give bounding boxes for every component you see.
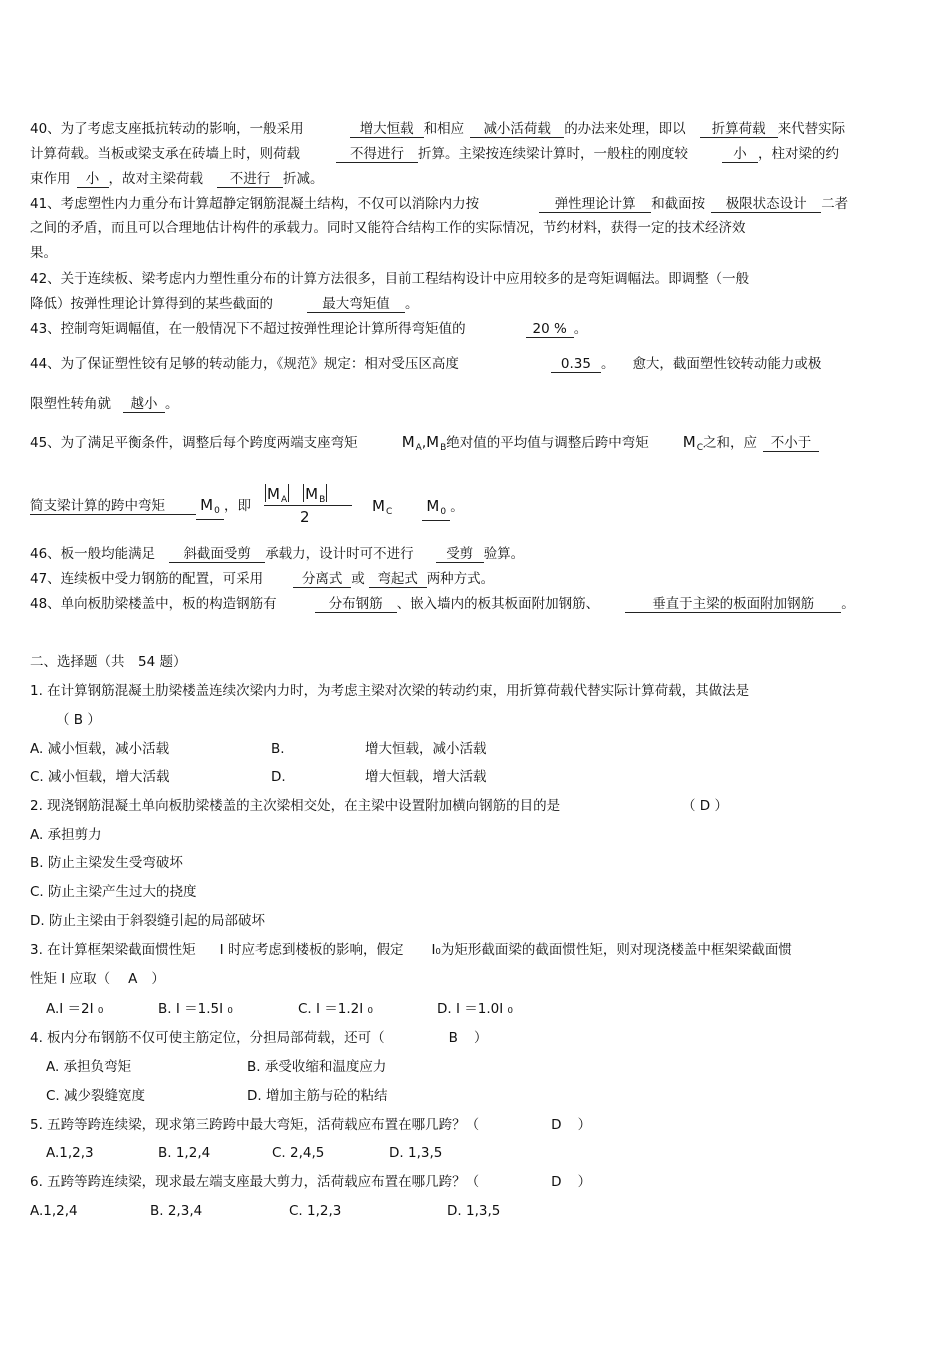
q44-text: 愈大，截面塑性铰转动能力或极 <box>632 356 822 372</box>
option-b: 增大恒载，减小活载 <box>365 741 487 757</box>
option-b: B. 防止主梁发生受弯破坏 <box>30 855 183 871</box>
q45-text: 。 <box>450 499 464 515</box>
q47-text: 47、连续板中受力钢筋的配置，可采用 <box>30 571 264 587</box>
q40-blank-4: 不得进行 <box>336 146 418 163</box>
q45-line-2-tail <box>372 497 464 521</box>
option-c: C. 防止主梁产生过大的挠度 <box>30 884 197 900</box>
q47-blank-1: 分离式 <box>293 571 351 588</box>
option-a: A. 承担剪力 <box>30 827 102 843</box>
question-3-text: ） <box>151 971 165 987</box>
q46-blank-1: 斜截面受剪 <box>169 546 265 563</box>
q40-blank-7: 不进行 <box>217 171 283 188</box>
question-1: 1. 在计算钢筋混凝土肋梁楼盖连续次梁内力时，为考虑主梁对次梁的转动约束，用折算荷载代替实际计算荷载，其做法是 <box>30 683 750 699</box>
option-a: A.1,2,4 <box>30 1203 78 1219</box>
moment-symbol: M <box>305 485 319 503</box>
option-d: D. 增加主筋与砼的粘结 <box>247 1088 388 1104</box>
q45-line-2 <box>30 497 251 520</box>
q41-text: 二者 <box>821 196 849 212</box>
moment-symbol: M <box>200 496 214 514</box>
option-b: B. I ＝1.5I ₀ <box>158 1001 233 1017</box>
q40-text: 的办法来处理，即以 <box>564 121 686 137</box>
q40-text: ，故对主梁荷载 <box>108 171 203 187</box>
abs-bar <box>265 484 266 502</box>
q40-text: 折算。主梁按连续梁计算时，一般柱的刚度较 <box>418 146 688 162</box>
moment-symbol: M <box>267 485 280 503</box>
question-6-text: 6. 五跨等跨连续梁，现求最左端支座最大剪力，活荷载应布置在哪几跨？（ <box>30 1174 480 1190</box>
question-3-text: 性矩 I 应取（ <box>30 971 111 987</box>
q40-blank-1: 增大恒载 <box>350 121 424 138</box>
q44-text: 限塑性转角就 <box>30 396 111 412</box>
q40-line-3 <box>30 170 324 188</box>
q47-text: 两种方式。 <box>426 571 495 587</box>
question-2: 2. 现浇钢筋混凝土单向板肋梁楼盖的主次梁相交处，在主梁中设置附加横向钢筋的目的是 <box>30 798 561 814</box>
question-3-line-2 <box>30 970 165 988</box>
q45-text: 之和，应 <box>703 435 757 451</box>
q42-line-1: 42、关于连续板、梁考虑内力塑性重分布的计算方法很多，目前工程结构设计中应用较多的是弯矩调幅法。即调整（一般 <box>30 271 750 287</box>
fraction-bar <box>264 505 352 506</box>
q41-text: 和截面按 <box>651 196 706 212</box>
option-d: D. 防止主梁由于斜裂缝引起的局部破坏 <box>30 913 265 929</box>
q40-text: 来代替实际 <box>777 121 846 137</box>
q40-line-1 <box>30 120 845 138</box>
q48-line <box>30 595 855 613</box>
q40-text: 折减。 <box>283 171 324 187</box>
q44-blank-2: 越小 <box>123 396 165 413</box>
q46-text: 46、板一般均能满足 <box>30 546 156 562</box>
q44-blank-1: 0.35 <box>551 356 601 373</box>
q43-text: 。 <box>573 321 588 337</box>
q45-text: 45、为了满足平衡条件，调整后每个跨度两端支座弯矩 <box>30 435 358 451</box>
moment-symbol: M <box>401 433 415 451</box>
option-a: A.I ＝2I ₀ <box>46 1001 104 1017</box>
question-3-text: 3. 在计算框架梁截面惯性矩 <box>30 942 196 958</box>
option-a: A. 承担负弯矩 <box>46 1059 132 1075</box>
option-c: C. 减小恒载，增大活载 <box>30 769 170 785</box>
option-a: A. 减小恒载，减小活载 <box>30 741 170 757</box>
subscript: C <box>385 507 393 517</box>
fraction-denominator: 2 <box>300 508 310 526</box>
q45-text: , <box>421 435 427 451</box>
q45-blank-4 <box>422 498 450 521</box>
subscript: 0 <box>214 506 220 516</box>
q45-text: 绝对值的平均值与调整后跨中弯矩 <box>446 435 649 451</box>
option-d: 增大恒载，增大活载 <box>365 769 487 785</box>
question-6 <box>30 1173 591 1191</box>
q40-blank-2: 减小活荷载 <box>470 121 564 138</box>
q47-text: 或 <box>351 571 365 587</box>
abs-bar <box>288 484 289 502</box>
question-5-text: 5. 五跨等跨连续梁，现求第三跨跨中最大弯矩，活荷载应布置在哪几跨？（ <box>30 1117 480 1133</box>
moment-symbol: M <box>426 497 440 515</box>
q41-text: 41、考虑塑性内力重分布计算超静定钢筋混凝土结构，不仅可以消除内力按 <box>30 196 480 212</box>
q44-line-1 <box>30 355 821 373</box>
q48-blank-2: 垂直于主梁的板面附加钢筋 <box>625 596 841 613</box>
q43-text: 43、控制弯矩调幅值，在一般情况下不超过按弹性理论计算所得弯矩值的 <box>30 321 466 337</box>
section-heading: 二、选择题（共 54 题） <box>30 654 187 670</box>
fraction-numerator <box>264 484 328 505</box>
abs-bar <box>303 484 304 502</box>
moment-symbol: M <box>682 433 696 451</box>
abs-bar <box>326 484 327 502</box>
option-b: B. 承受收缩和温度应力 <box>247 1059 387 1075</box>
option-a: A.1,2,3 <box>46 1145 94 1161</box>
question-5 <box>30 1116 591 1134</box>
q43-line <box>30 320 587 338</box>
subscript: B <box>319 495 326 505</box>
q48-text: 。 <box>841 596 855 612</box>
option-c: C. I ＝1.2I ₀ <box>298 1001 373 1017</box>
question-2-answer: （ D ） <box>682 798 728 814</box>
q40-text: 和相应 <box>423 121 465 137</box>
question-5-text: ） <box>577 1117 592 1133</box>
q44-text: 。 <box>600 356 615 372</box>
q45-blank-3 <box>196 497 224 520</box>
q40-blank-5: 小 <box>722 146 758 163</box>
q41-blank-2: 极限状态设计 <box>711 196 821 213</box>
q41-line-2: 之间的矛盾，而且可以合理地估计构件的承载力。同时又能符合结构工作的实际情况，节约材料，获得一定的技术经济效 <box>30 220 746 236</box>
q41-line-3: 果。 <box>30 245 57 261</box>
option-c: C. 减少裂缝宽度 <box>46 1088 146 1104</box>
q42-blank-1: 最大弯矩值 <box>307 296 405 313</box>
q44-line-2 <box>30 395 179 413</box>
q43-blank-1: 20 % <box>526 321 574 338</box>
q48-blank-1: 分布钢筋 <box>315 596 397 613</box>
moment-symbol: M <box>426 433 440 451</box>
option-d: D. 1,3,5 <box>389 1145 443 1161</box>
subscript: A <box>415 443 422 453</box>
question-3-text: I 时应考虑到楼板的影响，假定 <box>219 942 404 958</box>
q45-text: ，即 <box>224 498 251 514</box>
option-d-label: D. <box>271 769 286 785</box>
question-5-answer: D <box>551 1117 562 1133</box>
option-b: B. 2,3,4 <box>150 1203 203 1219</box>
q46-line <box>30 545 524 563</box>
q45-blank-2: 简支梁计算的跨中弯矩 <box>30 498 196 515</box>
moment-symbol: M <box>372 497 385 515</box>
q47-blank-2: 弯起式 <box>369 571 427 588</box>
option-d: D. I ＝1.0I ₀ <box>437 1001 513 1017</box>
q46-text: 承载力，设计时可不进行 <box>265 546 414 562</box>
q40-line-2 <box>30 145 839 163</box>
q44-text: 。 <box>165 396 179 412</box>
option-b-label: B. <box>271 741 285 757</box>
q40-text: 40、为了考虑支座抵抗转动的影响，一般采用 <box>30 121 304 137</box>
q41-line-1 <box>30 195 848 213</box>
q40-text: ，柱对梁的约 <box>758 146 839 162</box>
question-4-answer: B <box>448 1030 458 1046</box>
q42-text: 降低）按弹性理论计算得到的某些截面的 <box>30 296 273 312</box>
q46-blank-2: 受剪 <box>436 546 484 563</box>
subscript: B <box>440 443 447 453</box>
subscript: 0 <box>440 507 447 517</box>
option-b: B. 1,2,4 <box>158 1145 211 1161</box>
q40-blank-6: 小 <box>77 171 109 188</box>
subscript: C <box>696 443 703 453</box>
question-1-answer: （ B ） <box>56 712 101 728</box>
average-fraction <box>264 484 356 530</box>
question-4-text: ） <box>473 1030 488 1046</box>
question-6-text: ） <box>577 1174 592 1190</box>
q42-text: 。 <box>405 296 419 312</box>
q40-text: 束作用 <box>30 171 71 187</box>
option-c: C. 2,4,5 <box>272 1145 325 1161</box>
q48-text: 、嵌入墙内的板其板面附加钢筋、 <box>396 596 600 612</box>
subscript: A <box>280 495 288 505</box>
q45-blank-1: 不小于 <box>763 435 819 452</box>
q42-line-2 <box>30 295 419 313</box>
q40-text: 计算荷载。当板或梁支承在砖墙上时，则荷载 <box>30 146 300 162</box>
question-6-answer: D <box>551 1174 562 1190</box>
option-d: D. 1,3,5 <box>447 1203 501 1219</box>
q46-text: 验算。 <box>483 546 525 562</box>
q45-line-1 <box>30 433 819 457</box>
q41-blank-1: 弹性理论计算 <box>539 196 651 213</box>
question-4 <box>30 1029 487 1047</box>
question-4-text: 4. 板内分布钢筋不仅可使主筋定位，分担局部荷载，还可（ <box>30 1030 385 1046</box>
q47-line <box>30 570 494 588</box>
option-c: C. 1,2,3 <box>289 1203 342 1219</box>
question-3-text: I₀为矩形截面梁的截面惯性矩，则对现浇楼盖中框架梁截面惯 <box>431 942 792 958</box>
q40-blank-3: 折算荷载 <box>700 121 778 138</box>
q44-text: 44、为了保证塑性铰有足够的转动能力，《规范》规定：相对受压区高度 <box>30 356 459 372</box>
question-3-answer: A <box>128 971 138 987</box>
q48-text: 48、单向板肋梁楼盖中，板的构造钢筋有 <box>30 596 277 612</box>
question-3 <box>30 941 792 959</box>
